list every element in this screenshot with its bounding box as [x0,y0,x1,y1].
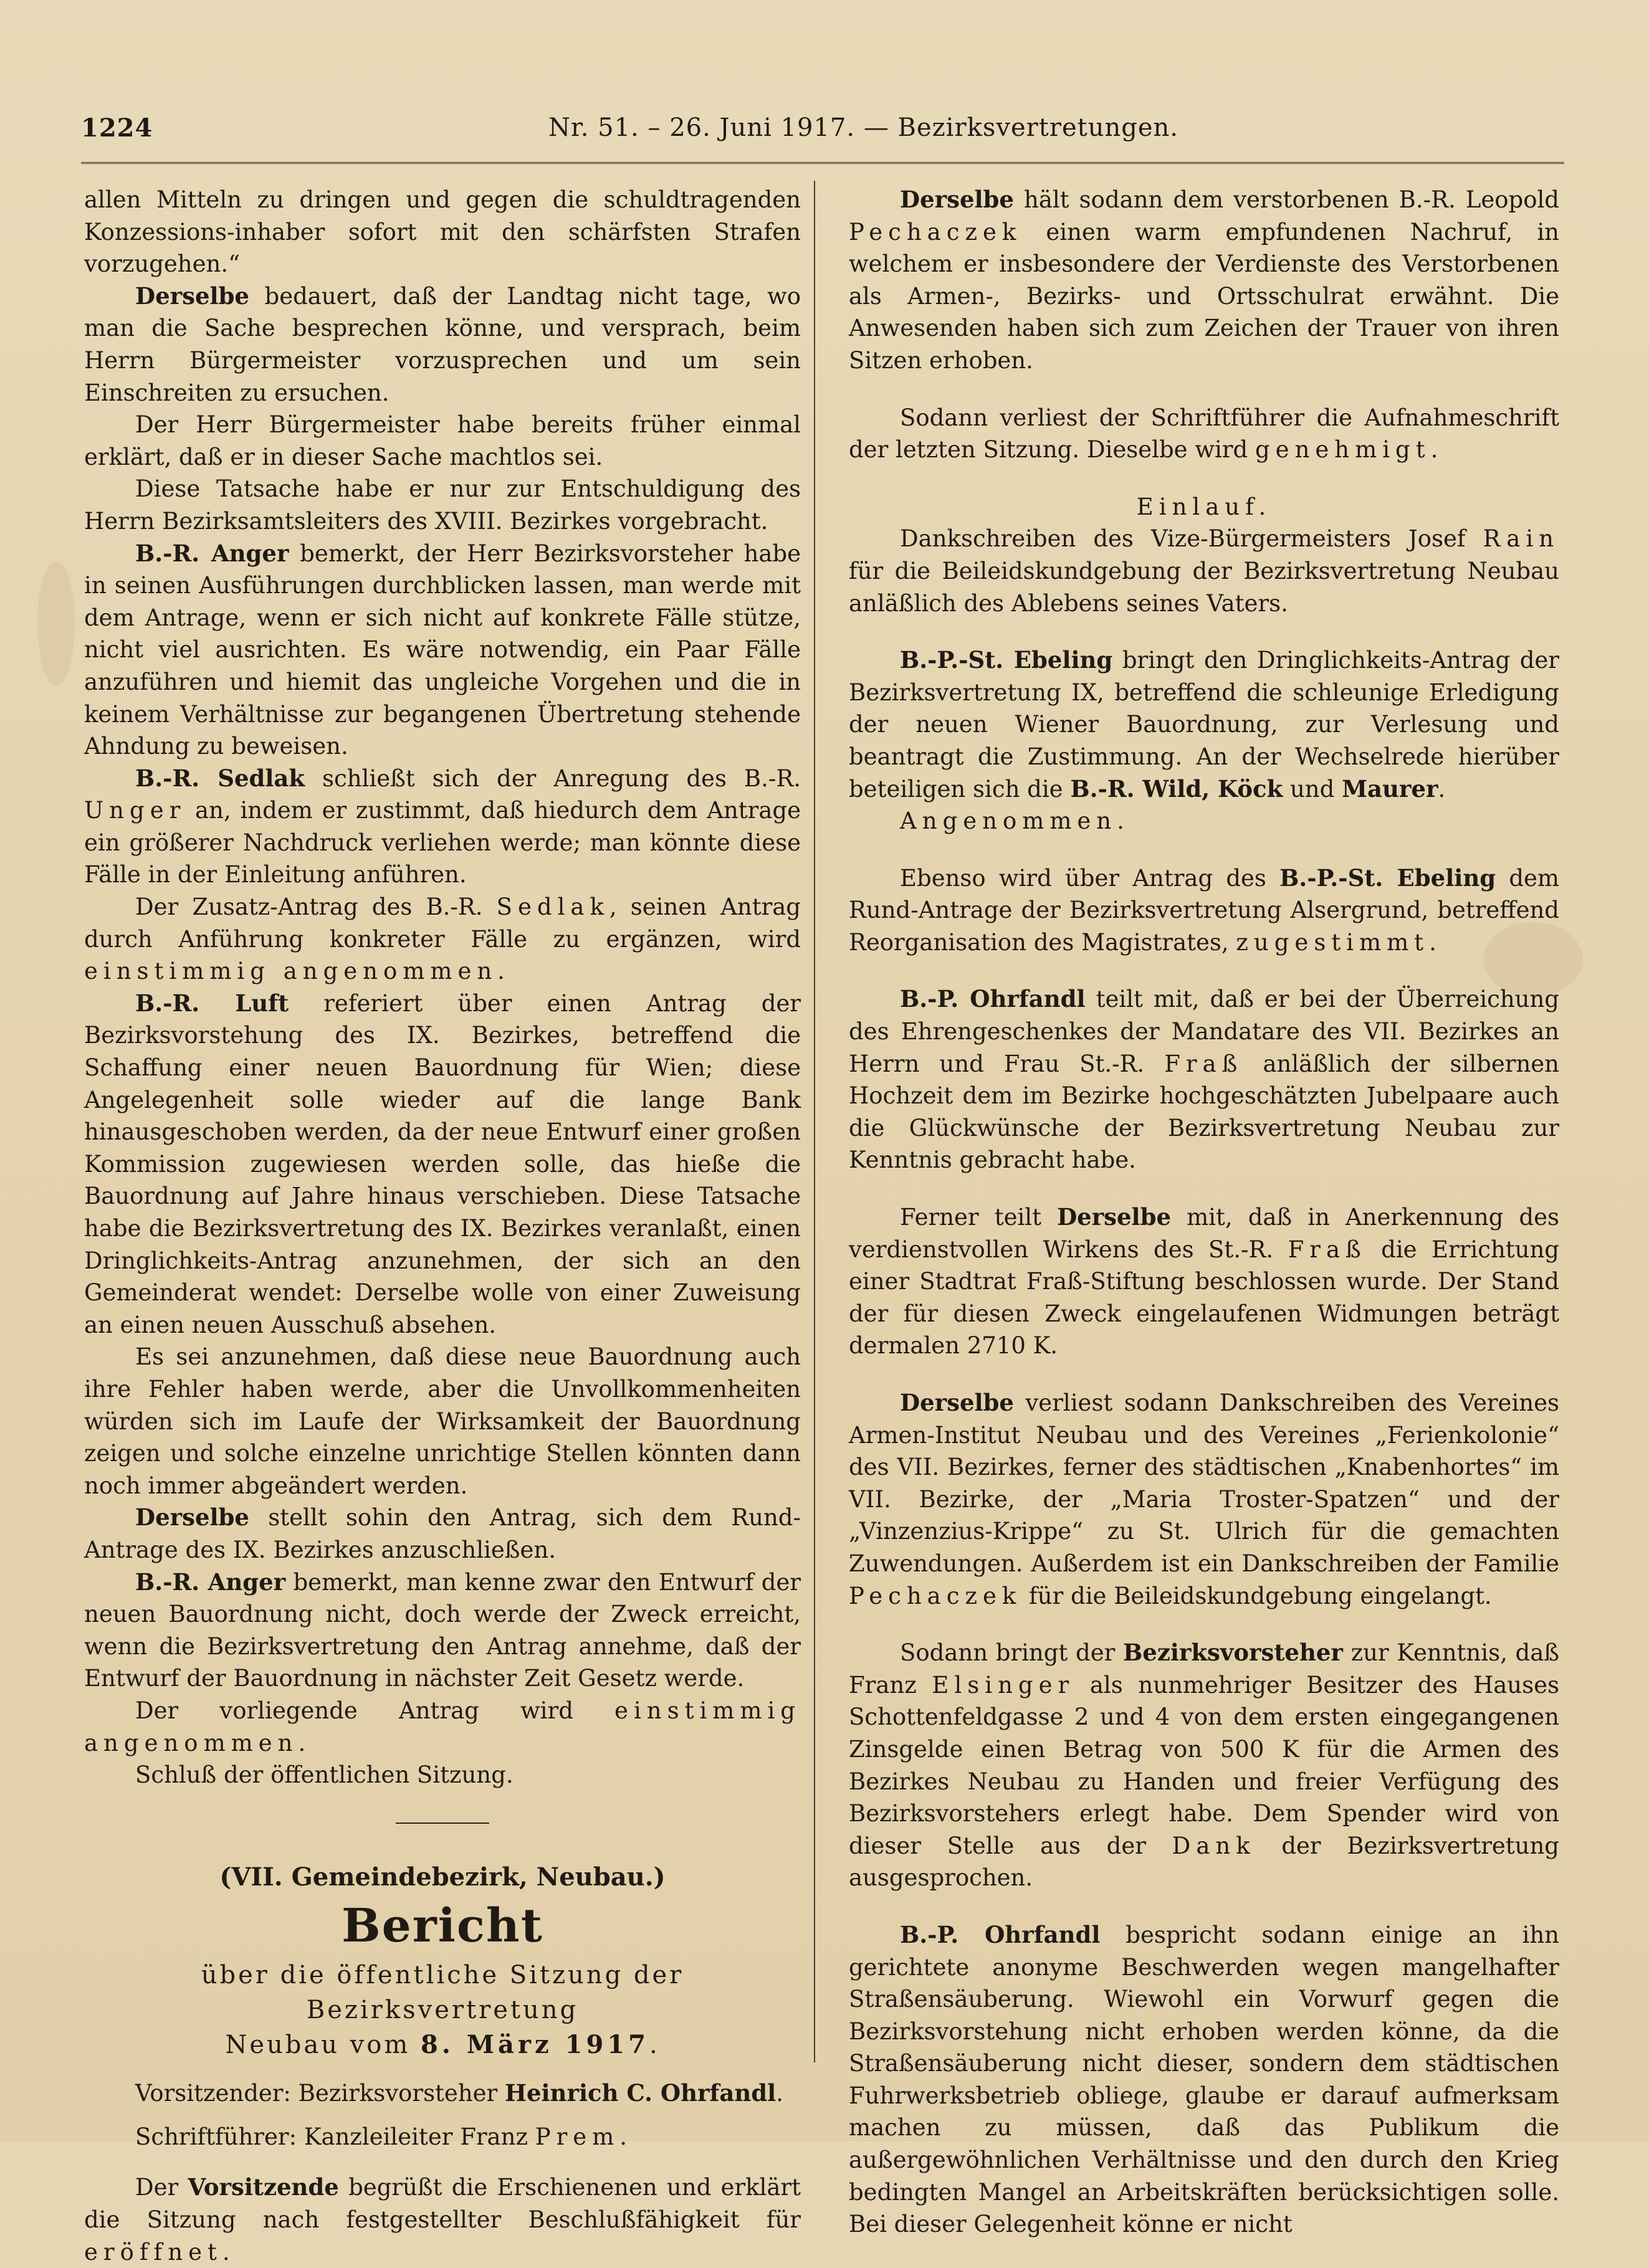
header-rule [81,162,1564,164]
paragraph: allen Mitteln zu dringen und gegen die schuldtragenden Konzessions-inhaber sofort mit den schärfsten Strafen vorzugehen.“ [84,186,801,278]
column-divider [814,181,815,2062]
paragraph: Der Vorsitzende begrüßt die Erschienenen und erklärt die Sitzung nach festgestellter Beschlußfähigkeit für eröffnet. [84,2173,801,2266]
running-title: Nr. 51. – 26. Juni 1917. — Bezirksvertretungen. [548,113,1178,142]
paragraph: Der Herr Bürgermeister habe bereits früher einmal erklärt, daß er in dieser Sache machtlos sei. [84,411,801,470]
speaker: Bezirksvorsteher [1123,1639,1343,1667]
speaker: B.-R. Anger [135,1568,286,1596]
section-rule [396,1822,489,1824]
speaker: Derselbe [900,1389,1014,1416]
speaker: Derselbe [135,1503,249,1532]
speaker: B.-P. Ohrfandl [900,1920,1101,1948]
speaker: B.-P.-St. Ebeling [900,646,1113,674]
paragraph: Derselbe hält sodann dem verstorbenen B.-R. Leopold Pechaczek einen warm empfundenen Nachruf, in welchem er insbesondere der Verdienste des Verstorbenen als Armen-, Bezirks- und Ortsschulrat erwähnt. Die Anwesenden haben sich zum Zeichen der Trauer von ihren Sitzen erhoben. [849,186,1559,374]
report-heading: Bericht [342,1899,543,1953]
speaker: Derselbe [135,282,249,310]
speaker: B.-P. Ohrfandl [900,985,1086,1013]
left-column [84,184,801,2268]
right-column [849,184,1559,2241]
report-subtitle: über die öffentliche Sitzung der Bezirksvertretung [201,1961,684,2025]
speaker: B.-P.-St. Ebeling [1279,864,1496,892]
einlauf-heading: Einlauf. [1136,493,1272,520]
speaker: Derselbe [1057,1203,1172,1231]
paragraph: Derselbe verliest sodann Dankschreiben des Vereines Armen-Institut Neubau und des Vereines „Ferienkolonie“ des VII. Bezirkes, ferner des städtischen „Knabenhortes“ im VII. Bezirke, der „Maria Troster-Spatzen“ und der „Vinzenzius-Krippe“ zu St. Ulrich für die gemachten Zuwendungen. Außerdem ist ein Dankschreiben der Familie Pechaczek für die Beileidskundgebung eingelangt. [849,1389,1559,1609]
paragraph: B.-R. Sedlak schließt sich der Anregung des B.-R. Unger an, indem er zustimmt, daß hiedurch dem Antrage ein größerer Nachdruck verliehen werde; man könnte diese Fälle in der Einleitung anführen. [84,764,801,889]
paragraph: Sodann bringt der Bezirksvorsteher zur Kenntnis, daß Franz Elsinger als nunmehriger Besitzer des Hauses Schottenfeldgasse 2 und 4 von dem ersten eingegangenen Zinsgelde einen Betrag von 500 K für die Armen des Bezirkes Neubau zu Handen und freier Verfügung des Bezirksvorstehers erlegt habe. Dem Spender wird von dieser Stelle aus der Dank der Bezirksvertretung ausgesprochen. [849,1639,1559,1892]
paragraph: B.-P.-St. Ebeling bringt den Dringlichkeits-Antrag der Bezirksvertretung IX, betreffend die schleunige Erledigung der neuen Wiener Bauordnung, zur Verlesung und beantragt die Zustimmung. An der Wechselrede hierüber beteiligen sich die B.-R. Wild, Köck und Maurer. [849,646,1559,803]
report-subtitle-date: Neubau vom 8. März 1917. [225,2030,660,2060]
paragraph: Ebenso wird über Antrag des B.-P.-St. Ebeling dem Rund-Antrage der Bezirksvertretung Alsergrund, betreffend Reorganisation des Magistrates, zugestimmt. [849,864,1559,956]
paper-stain [37,561,75,685]
speaker: B.-R. Luft [135,989,289,1017]
paragraph: B.-P. Ohrfandl teilt mit, daß er bei der Überreichung des Ehrengeschenkes der Mandatare des VII. Bezirkes an Herrn und Frau St.-R. Fraß anläßlich der silbernen Hochzeit dem im Bezirke hochgeschätzten Jubelpaare auch die Glückwünsche der Bezirksvertretung Neubau zur Kenntnis gebracht habe. [849,985,1559,1174]
speaker: B.-R. Sedlak [135,764,305,792]
paragraph: Dankschreiben des Vize-Bürgermeisters Josef Rain für die Beileidskundgebung der Bezirksvertretung Neubau anläßlich des Ablebens seines Vaters. [849,525,1559,617]
paragraph: Ferner teilt Derselbe mit, daß in Anerkennung des verdienstvollen Wirkens des St.-R. Fraß die Errichtung einer Stadtrat Fraß-Stiftung beschlossen wurde. Der Stand der für diesen Zweck eingelaufenen Widmungen beträgt dermalen 2710 K. [849,1203,1560,1360]
speaker: Derselbe [900,186,1014,213]
paragraph: Schluß der öffentlichen Sitzung. [135,1761,514,1789]
paragraph: Der Zusatz-Antrag des B.-R. Sedlak, seinen Antrag durch Anführung konkreter Fälle zu ergänzen, wird einstimmig angenommen. [84,893,801,985]
page-number: 1224 [81,113,153,143]
speaker: B.-R. Anger [135,539,289,567]
paragraph: Der vorliegende Antrag wird einstimmig angenommen. [84,1697,801,1756]
section-title: (VII. Gemeindebezirk, Neubau.) [219,1862,666,1892]
paragraph: Es sei anzunehmen, daß diese neue Bauordnung auch ihre Fehler haben werde, aber die Unvollkommenheiten würden sich im Laufe der Wirksamkeit der Bauordnung zeigen und solche einzelne unrichtige Stellen könnten dann noch immer abgeändert werden. [84,1343,801,1499]
secretary-line: Schriftführer: Kanzleileiter Franz Prem. [135,2123,628,2150]
chair-line: Vorsitzender: Bezirksvorsteher Heinrich C. Ohrfandl. [135,2079,783,2107]
paragraph: Sodann verliest der Schriftführer die Aufnahmeschrift der letzten Sitzung. Dieselbe wird genehmigt. [849,404,1559,464]
page-header [81,113,1564,157]
paragraph: B.-R. Anger bemerkt, man kenne zwar den Entwurf der neuen Bauordnung nicht, doch werde der Zweck erreicht, wenn die Bezirksvertretung den Antrag annehme, daß der Entwurf der Bauordnung in nächster Zeit Gesetz werde. [84,1568,801,1692]
paragraph: B.-R. Anger bemerkt, der Herr Bezirksvorsteher habe in seinen Ausführungen durchblicken lassen, man werde mit dem Antrage, wenn er sich nicht auf konkrete Fälle stütze, nicht viel ausrichten. Es wäre notwendig, ein Paar Fälle anzuführen und hiemit das ungleiche Vorgehen und die in keinem Verhältnisse zur begangenen Übertretung stehende Ahndung zu beweisen. [84,539,801,760]
paragraph: B.-P. Ohrfandl bespricht sodann einige an ihn gerichtete anonyme Beschwerden wegen mangelhafter Straßensäuberung. Wiewohl ein Vorwurf gegen die Bezirksvorstehung nicht erhoben werden könne, da die Straßensäuberung nicht dieser, sondern dem städtischen Fuhrwerksbetrieb obliege, glaube er darauf aufmerksam machen zu müssen, daß das Publikum die außergewöhnlichen Verhältnisse und den durch den Krieg bedingten Mangel an Arbeitskräften berücksichtigen solle. Bei dieser Gelegenheit könne er nicht [849,1920,1559,2238]
result: Angenommen. [900,808,1130,835]
paragraph: B.-R. Luft referiert über einen Antrag der Bezirksvorstehung des IX. Bezirkes, betreffend die Schaffung einer neuen Bauordnung für Wien; diese Angelegenheit solle wieder auf die lange Bank hinausgeschoben werden, da der neue Entwurf einer großen Kommission zugewiesen werden solle, das hieße die Bauordnung auf Jahre hinaus verschieben. Diese Tatsache habe die Bezirksvertretung des IX. Bezirkes veranlaßt, einen Dringlichkeits-Antrag anzunehmen, der sich an den Gemeinderat wendet: Derselbe wolle von einer Zuweisung an einen neuen Ausschuß absehen. [84,989,801,1338]
paragraph: Derselbe bedauert, daß der Landtag nicht tage, wo man die Sache besprechen könne, und versprach, beim Herrn Bürgermeister vorzusprechen und um sein Einschreiten zu ersuchen. [84,282,801,406]
paragraph: Derselbe stellt sohin den Antrag, sich dem Rund-Antrage des IX. Bezirkes anzuschließen. [84,1503,801,1563]
paragraph: Diese Tatsache habe er nur zur Entschuldigung des Herrn Bezirksamtsleiters des XVIII. Bezirkes vorgebracht. [84,475,801,535]
speaker: Vorsitzende [188,2173,339,2201]
